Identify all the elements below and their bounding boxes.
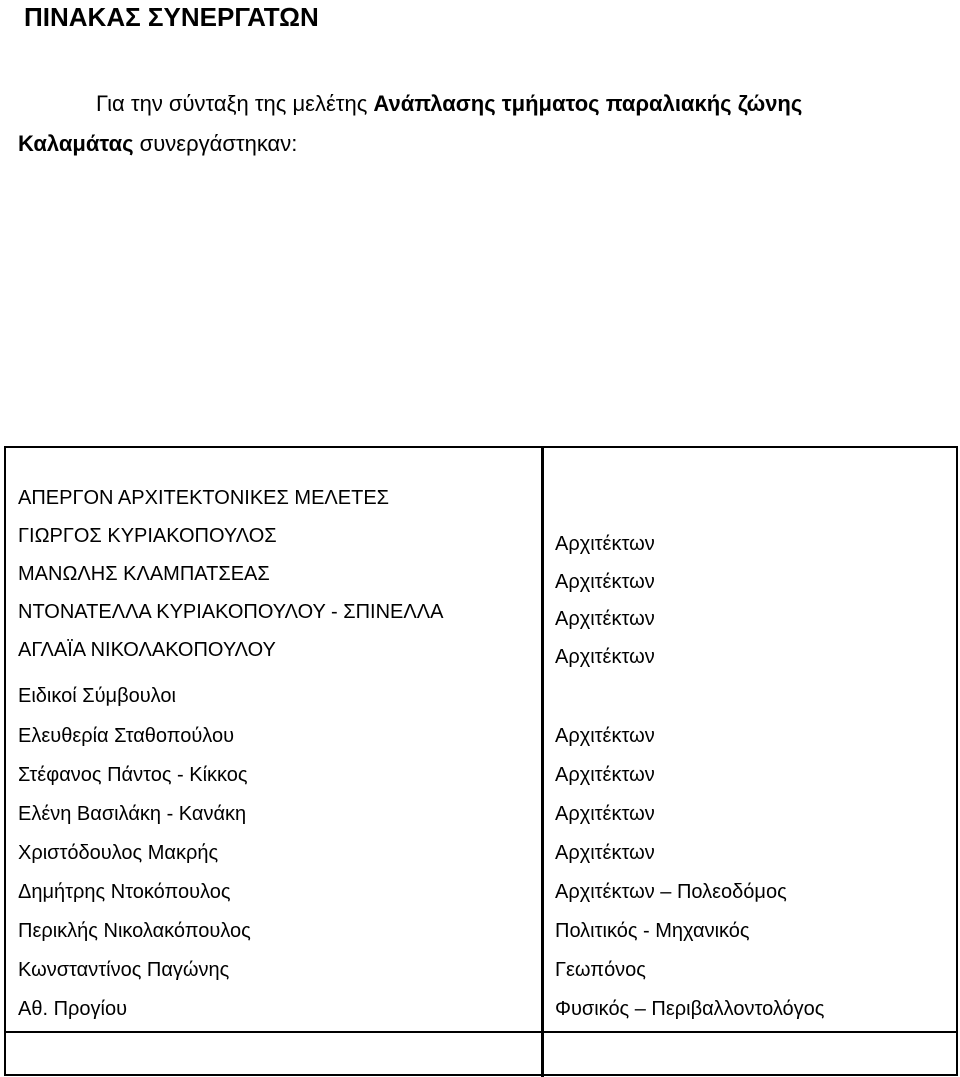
collaborator-name: ΝΤΟΝΑΤΕΛΛΑ ΚΥΡΙΑΚΟΠΟΥΛΟΥ - ΣΠΙΝΕΛΛΑ — [18, 601, 444, 623]
collaborator-role: Γεωπόνος — [555, 959, 646, 981]
table-row-divider — [4, 1031, 958, 1033]
collaborator-name: Χριστόδουλος Μακρής — [18, 842, 219, 864]
collaborator-name: Περικλής Νικολακόπουλος — [18, 920, 251, 942]
collaborator-role: Αρχιτέκτων — [555, 608, 655, 630]
section-heading-consultants: Ειδικοί Σύμβουλοι — [18, 685, 176, 707]
collaborator-role: Αρχιτέκτων — [555, 842, 655, 864]
collaborator-name: ΓΙΩΡΓΟΣ ΚΥΡΙΑΚΟΠΟΥΛΟΣ — [18, 525, 277, 547]
collaborator-name: ΑΓΛΑΪΑ ΝΙΚΟΛΑΚΟΠΟΥΛΟΥ — [18, 639, 276, 661]
collaborator-role: Αρχιτέκτων — [555, 764, 655, 786]
collaborator-name: Κωνσταντίνος Παγώνης — [18, 959, 230, 981]
intro-suffix: συνεργάστηκαν: — [133, 131, 298, 156]
firm-name: ΑΠΕΡΓΟΝ ΑΡΧΙΤΕΚΤΟΝΙΚΕΣ ΜΕΛΕΤΕΣ — [18, 487, 390, 509]
collaborator-role: Αρχιτέκτων — [555, 533, 655, 555]
project-name-part1: Ανάπλασης τμήματος παραλιακής ζώνης — [373, 91, 803, 116]
collaborator-name: Αθ. Προγίου — [18, 998, 128, 1020]
collaborator-role: Αρχιτέκτων — [555, 646, 655, 668]
collaborator-role: Αρχιτέκτων — [555, 571, 655, 593]
collaborator-role: Αρχιτέκτων — [555, 725, 655, 747]
collaborator-name: Δημήτρης Ντοκόπουλος — [18, 881, 231, 903]
collaborator-role: Φυσικός – Περιβαλλοντολόγος — [555, 998, 825, 1020]
intro-line-2 — [18, 124, 958, 164]
intro-paragraph — [18, 84, 958, 164]
table-empty-row-divider — [541, 1033, 544, 1077]
collaborator-name: Ελευθερία Σταθοπούλου — [18, 725, 235, 747]
intro-prefix: Για την σύνταξη της μελέτης — [96, 91, 374, 116]
collaborator-role: Αρχιτέκτων – Πολεοδόμος — [555, 881, 787, 903]
collaborator-name: Στέφανος Πάντος - Κίκκος — [18, 764, 248, 786]
project-name-part2: Καλαμάτας — [18, 131, 134, 156]
intro-line-1 — [18, 84, 958, 124]
collaborator-role: Πολιτικός - Μηχανικός — [555, 920, 750, 942]
collaborator-name: ΜΑΝΩΛΗΣ ΚΛΑΜΠΑΤΣΕΑΣ — [18, 563, 270, 585]
table-column-divider — [541, 446, 544, 1032]
collaborator-role: Αρχιτέκτων — [555, 803, 655, 825]
collaborator-name: Ελένη Βασιλάκη - Κανάκη — [18, 803, 247, 825]
document-title: ΠΙΝΑΚΑΣ ΣΥΝΕΡΓΑΤΩΝ — [24, 2, 319, 32]
